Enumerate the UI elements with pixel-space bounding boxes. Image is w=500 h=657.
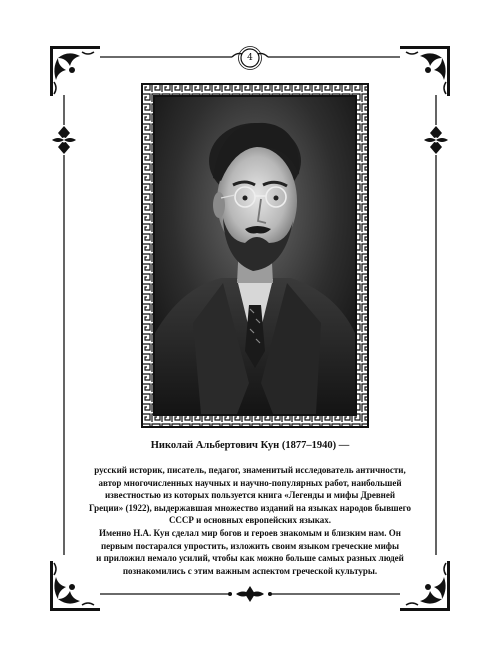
- caption-line: познакомились с этим важным аспектом греческой культуры.: [122, 565, 378, 576]
- corner-ornament-top-right: [400, 46, 450, 96]
- side-ornament-right: [424, 126, 448, 154]
- portrait-frame: [141, 83, 369, 428]
- caption-line: известностью из которых пользуется книга «Легенды и мифы Древней: [104, 490, 396, 501]
- side-ornament-left: [52, 126, 76, 154]
- caption-line: Именно Н.А. Кун сделал мир богов и героев знакомым и близким нам. Он: [99, 527, 401, 538]
- caption-line: СССР и основных европейских языках.: [168, 515, 332, 526]
- caption-line: Греции» (1922), выдержавшая множество изданий на языках народов бывшего: [88, 502, 412, 513]
- portrait-photo: [141, 83, 369, 428]
- page-number: 4: [247, 53, 253, 63]
- caption-line: и приложил немало усилий, чтобы как можно больше самых разных людей: [96, 553, 404, 564]
- caption-line: первым постарался упростить, изложить своим языком греческие мифы: [100, 540, 400, 551]
- corner-ornament-top-left: [50, 46, 100, 96]
- caption-body: [64, 464, 436, 577]
- caption-title: Николай Альбертович Кун (1877–1940) —: [150, 440, 350, 451]
- caption-line: автор многочисленных научных и научно-популярных работ, наибольшей: [98, 477, 402, 488]
- caption-line: русский историк, писатель, педагог, знаменитый исследователь античности,: [94, 465, 406, 475]
- bottom-center-ornament: [228, 586, 272, 602]
